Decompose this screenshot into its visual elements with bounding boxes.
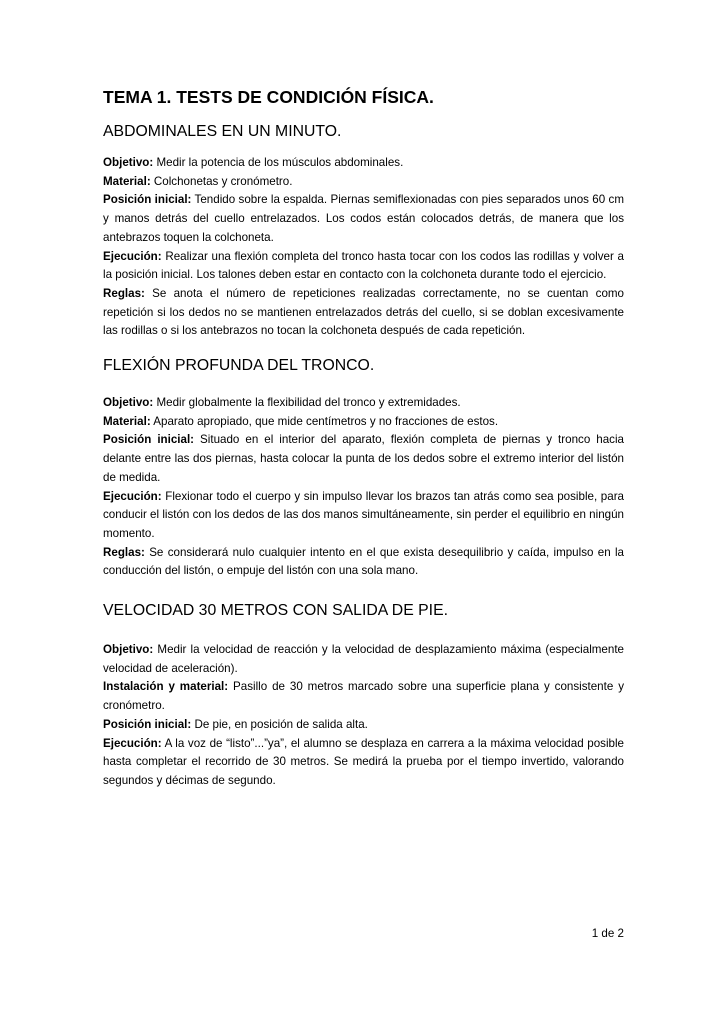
field-text: Colchonetas y cronómetro. <box>150 174 293 188</box>
field-text: Se anota el número de repeticiones realizadas correctamente, no se cuentan como repetición si los dedos no se mantienen entrelazados detrás del cuello, si se doblan excesivamente las rodillas o si los antebrazos no tocan la colchoneta después de cada repetición. <box>103 286 624 338</box>
field-label: Ejecución: <box>103 249 162 263</box>
paragraph-reglas <box>103 285 624 341</box>
field-label: Objetivo: <box>103 396 154 410</box>
page-number: 1 de 2 <box>591 927 624 940</box>
field-text: De pie, en posición de salida alta. <box>191 717 368 731</box>
paragraph-objetivo <box>103 394 624 413</box>
field-text: Tendido sobre la espalda. Piernas semiflexionadas con pies separados unos 60 cm y manos detrás del cuello entrelazados. Los codos están colocados detrás, de manera que los antebrazos toquen la colchoneta. <box>103 193 624 244</box>
section-abdominales <box>103 122 624 341</box>
field-label: Objetivo: <box>103 643 154 657</box>
field-label: Objetivo: <box>103 156 154 169</box>
field-label: Posición inicial: <box>103 433 195 447</box>
field-text: Pasillo de 30 metros marcado sobre una superficie plana y consistente y cronómetro. <box>103 680 624 713</box>
paragraph-ejecucion <box>103 248 624 285</box>
field-text: A la voz de “listo”...”ya”, el alumno se desplaza en carrera a la máxima velocidad posible hasta completar el recorrido de 30 metros. Se medirá la prueba por el tiempo invertido, valorando segundos y décimas de segundo. <box>103 736 624 787</box>
field-label: Posición inicial: <box>103 193 192 207</box>
spacer <box>103 581 624 601</box>
field-text: Aparato apropiado, que mide centímetros y no fracciones de estos. <box>150 414 499 428</box>
field-label: Instalación y material: <box>103 680 229 694</box>
section-flexion <box>103 356 624 581</box>
paragraph-objetivo <box>103 154 624 173</box>
paragraph-material <box>103 173 624 192</box>
paragraph-posicion-inicial <box>103 716 624 735</box>
field-label: Material: <box>103 174 151 188</box>
paragraph-objetivo <box>103 641 624 678</box>
field-text: Medir globalmente la flexibilidad del tronco y extremidades. <box>153 396 461 410</box>
spacer <box>103 341 624 356</box>
section-velocidad <box>103 601 624 791</box>
section-heading: ABDOMINALES EN UN MINUTO. <box>103 123 342 140</box>
section-heading: VELOCIDAD 30 METROS CON SALIDA DE PIE. <box>103 602 448 620</box>
field-label: Material: <box>103 414 151 428</box>
paragraph-reglas <box>103 544 624 581</box>
field-label: Ejecución: <box>103 736 162 750</box>
field-text: Situado en el interior del aparato, flexión completa de piernas y tronco hacia delante entre las dos piernas, hasta colocar la punta de los dedos sobre el extremo interior del listón de medida. <box>103 433 624 484</box>
paragraph-material <box>103 413 624 432</box>
field-text: Se considerará nulo cualquier intento en el que exista desequilibrio y caída, impulso en la conducción del listón, o empuje del listón con una sola mano. <box>103 545 624 578</box>
paragraph-instalacion-material <box>103 678 624 715</box>
paragraph-posicion-inicial <box>103 191 624 247</box>
field-label: Reglas: <box>103 545 145 559</box>
document-title: TEMA 1. TESTS DE CONDICIÓN FÍSICA. <box>103 87 434 107</box>
field-label: Posición inicial: <box>103 717 192 731</box>
paragraph-posicion-inicial <box>103 431 624 487</box>
document-page <box>103 86 624 791</box>
paragraph-ejecucion <box>103 488 624 544</box>
field-text: Medir la velocidad de reacción y la velocidad de desplazamiento máxima (especialmente velocidad de aceleración). <box>103 643 624 675</box>
field-label: Reglas: <box>103 286 145 300</box>
field-text: Realizar una flexión completa del tronco hasta tocar con los codos las rodillas y volver a la posición inicial. Los talones deben estar en contacto con la colchoneta durante todo el ejercicio. <box>103 249 624 282</box>
section-heading: FLEXIÓN PROFUNDA DEL TRONCO. <box>103 357 375 375</box>
paragraph-ejecucion <box>103 735 624 791</box>
field-text: Medir la potencia de los músculos abdominales. <box>153 156 404 169</box>
field-text: Flexionar todo el cuerpo y sin impulso llevar los brazos tan atrás como sea posible, para conducir el listón con los dedos de las dos manos simultáneamente, sin perder el equilibrio en ningún momento. <box>103 489 624 540</box>
field-label: Ejecución: <box>103 489 162 503</box>
